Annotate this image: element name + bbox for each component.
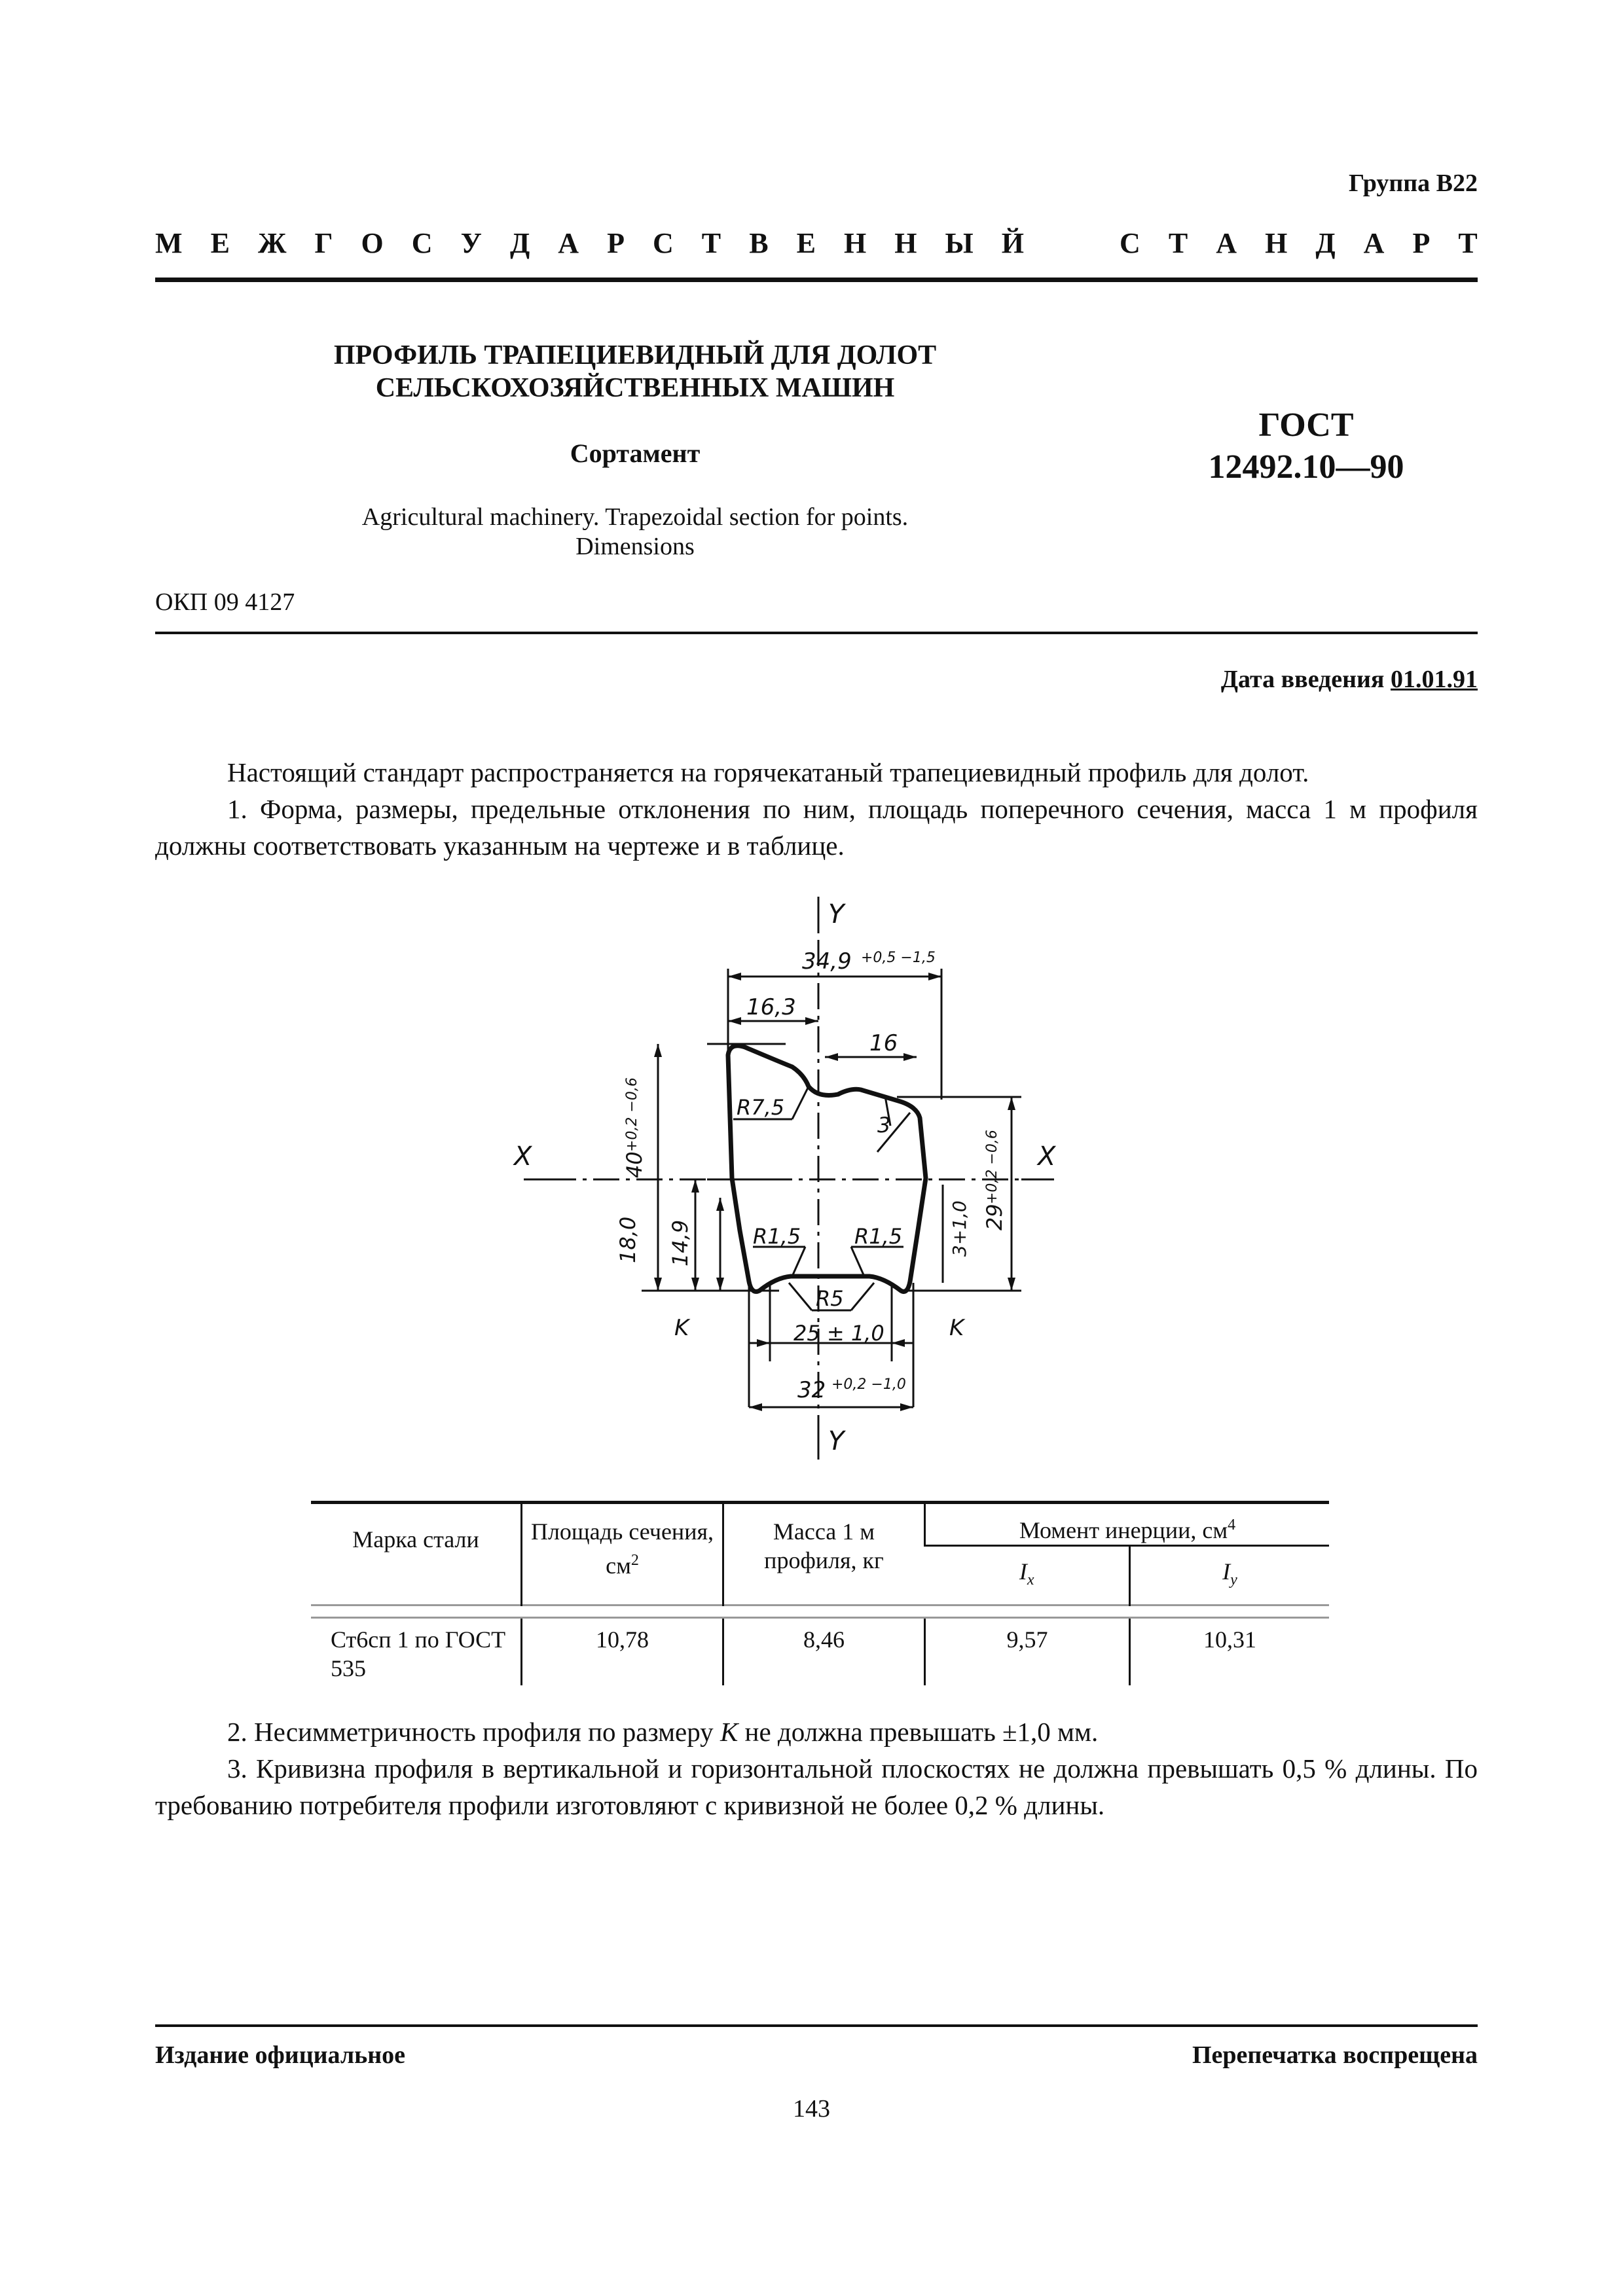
cell-mass: 8,46	[723, 1618, 925, 1686]
okp-code: ОКП 09 4127	[155, 588, 295, 616]
banner-letter: У	[460, 227, 482, 259]
dim-r5: R5	[816, 1286, 844, 1311]
dim-top-width-tol: +0,5 −1,5	[861, 950, 936, 966]
banner-letter: Й	[1001, 227, 1024, 259]
english-title-line1: Agricultural machinery. Trapezoidal section for points.	[361, 503, 909, 531]
header-mass: Масса 1 м профиля, кг	[723, 1504, 925, 1605]
profile-table	[311, 1504, 1329, 1685]
axis-y-bottom-label: Y	[828, 1426, 845, 1456]
banner-letter: Т	[1458, 227, 1478, 259]
banner-letter: Ы	[945, 227, 974, 259]
banner-letter: Д	[509, 227, 530, 259]
header-iy-text: I	[1222, 1558, 1231, 1585]
dim-left-height-tol: +0,2 −0,6	[624, 1077, 640, 1152]
cell-iy: 10,31	[1130, 1618, 1330, 1686]
dim-right-height-tol: +0,2 −0,6	[984, 1130, 1000, 1204]
dim-18: 18,0	[615, 1216, 640, 1263]
group-label: Группа В22	[1348, 170, 1478, 197]
banner-letter: Т	[1168, 227, 1188, 259]
dim-r1-5-right: R1,5	[854, 1224, 903, 1249]
page-number: 143	[793, 2095, 830, 2123]
doc-title-line1: ПРОФИЛЬ ТРАПЕЦИЕВИДНЫЙ ДЛЯ ДОЛОТ	[333, 340, 937, 370]
footer-official: Издание официальное	[155, 2041, 406, 2069]
cell-area: 10,78	[522, 1618, 723, 1686]
effective-date-label: Дата введения	[1220, 666, 1385, 693]
header-ix-sub: x	[1027, 1571, 1034, 1589]
header-iy-sub: y	[1230, 1571, 1237, 1589]
note-2-b: не должна превышать ±1,0 мм.	[738, 1717, 1099, 1747]
dim-3-tol: 3+1,0	[949, 1200, 970, 1257]
profile-drawing	[484, 890, 1113, 1466]
doc-title-line2: СЕЛЬСКОХОЗЯЙСТВЕННЫХ МАШИН	[375, 373, 895, 403]
header-steel: Марка стали	[352, 1526, 479, 1552]
doc-subtitle: Сортамент	[570, 439, 701, 468]
banner-letter: С	[1120, 227, 1140, 259]
banner-letter: Е	[796, 227, 816, 259]
banner-letter: Н	[1265, 227, 1288, 259]
dim-r7-5: R7,5	[737, 1095, 785, 1120]
banner-letter: Д	[1315, 227, 1336, 259]
effective-date	[1221, 665, 1478, 694]
profile-outline	[728, 1046, 926, 1292]
dim-16: 16	[869, 1030, 898, 1056]
banner-letter: Ж	[257, 227, 287, 259]
gost-number: 12492.10—90	[1208, 448, 1404, 486]
banner-letter: С	[652, 227, 674, 259]
dim-k-right: K	[949, 1315, 964, 1341]
note-2-a: 2. Несимметричность профиля по размеру	[227, 1717, 720, 1747]
top-rule	[155, 278, 1478, 282]
header-ix-text: I	[1019, 1558, 1027, 1585]
dim-top-width: 34,9	[802, 948, 852, 975]
header-iy	[1130, 1546, 1330, 1605]
note-3: 3. Кривизна профиля в вертикальной и горизонтальной плоскостях не должна превышать 0,5 % длины. По требованию потребителя профили изготовляют с кривизной не более 0,2 % длины.	[155, 1753, 1478, 1820]
english-title-line2: Dimensions	[575, 533, 695, 560]
banner-gap	[1052, 226, 1091, 266]
banner-letter: Г	[314, 227, 333, 259]
dim-32: 32	[797, 1377, 826, 1403]
header-ix	[925, 1546, 1130, 1605]
banner-letter: Н	[843, 227, 867, 259]
notes	[155, 1713, 1478, 1823]
dim-32-tol: +0,2 −1,0	[831, 1376, 906, 1393]
banner-letter: А	[1363, 227, 1385, 259]
header-moment-sup: 4	[1228, 1516, 1236, 1534]
cell-ix: 9,57	[925, 1618, 1130, 1686]
header-moment	[925, 1504, 1330, 1546]
dim-16-3: 16,3	[746, 994, 796, 1020]
banner-letter: Е	[210, 227, 230, 259]
dim-right-height: 29	[982, 1204, 1007, 1230]
dim-3: 3	[877, 1113, 891, 1138]
header-moment-text: Момент инерции, см	[1019, 1517, 1228, 1543]
banner-letter: С	[411, 227, 433, 259]
table-row	[311, 1618, 1329, 1686]
banner-letter: Р	[1412, 227, 1431, 259]
dim-k-left: K	[674, 1315, 689, 1341]
effective-date-value: 01.01.91	[1391, 666, 1478, 693]
banner-letter: А	[1216, 227, 1237, 259]
standard-banner	[155, 226, 1478, 266]
mid-rule	[155, 632, 1478, 634]
banner-letter: Т	[701, 227, 721, 259]
banner-letter: Р	[607, 227, 625, 259]
axis-y-top-label: Y	[828, 899, 845, 929]
banner-letter: А	[558, 227, 579, 259]
table-divider	[311, 1605, 1329, 1618]
note-2-k: K	[720, 1717, 739, 1747]
header-area-sup: 2	[630, 1552, 639, 1569]
dim-25: 25 ± 1,0	[793, 1321, 884, 1346]
intro-paragraph-2: 1. Форма, размеры, предельные отклонения по ним, площадь поперечного сечения, масса 1 м профиля должны соответствовать указанным на чертеже и в таблице.	[155, 794, 1478, 861]
dim-14-9: 14,9	[668, 1219, 693, 1266]
cell-steel: Ст6сп 1 по ГОСТ 535	[331, 1626, 506, 1681]
banner-letter: В	[749, 227, 769, 259]
footer-rule	[155, 2024, 1478, 2027]
banner-letter: Н	[894, 227, 917, 259]
banner-letter: О	[361, 227, 384, 259]
intro-paragraph-1: Настоящий стандарт распространяется на горячекатаный трапециевидный профиль для долот.	[227, 757, 1309, 787]
table-header-row	[311, 1504, 1329, 1546]
intro-text	[155, 754, 1478, 864]
axis-x-right-label: X	[1038, 1141, 1056, 1172]
header-area	[522, 1504, 723, 1605]
banner-letter: М	[155, 227, 183, 259]
axis-x-left-label: X	[514, 1141, 532, 1172]
footer-no-reprint: Перепечатка воспрещена	[1192, 2041, 1478, 2069]
dim-left-height: 40	[622, 1151, 647, 1178]
note-2	[155, 1713, 1478, 1750]
gost-label: ГОСТ	[1258, 406, 1354, 444]
header-area-text: Площадь сечения, см	[530, 1518, 714, 1579]
dim-r1-5-left: R1,5	[753, 1224, 801, 1249]
